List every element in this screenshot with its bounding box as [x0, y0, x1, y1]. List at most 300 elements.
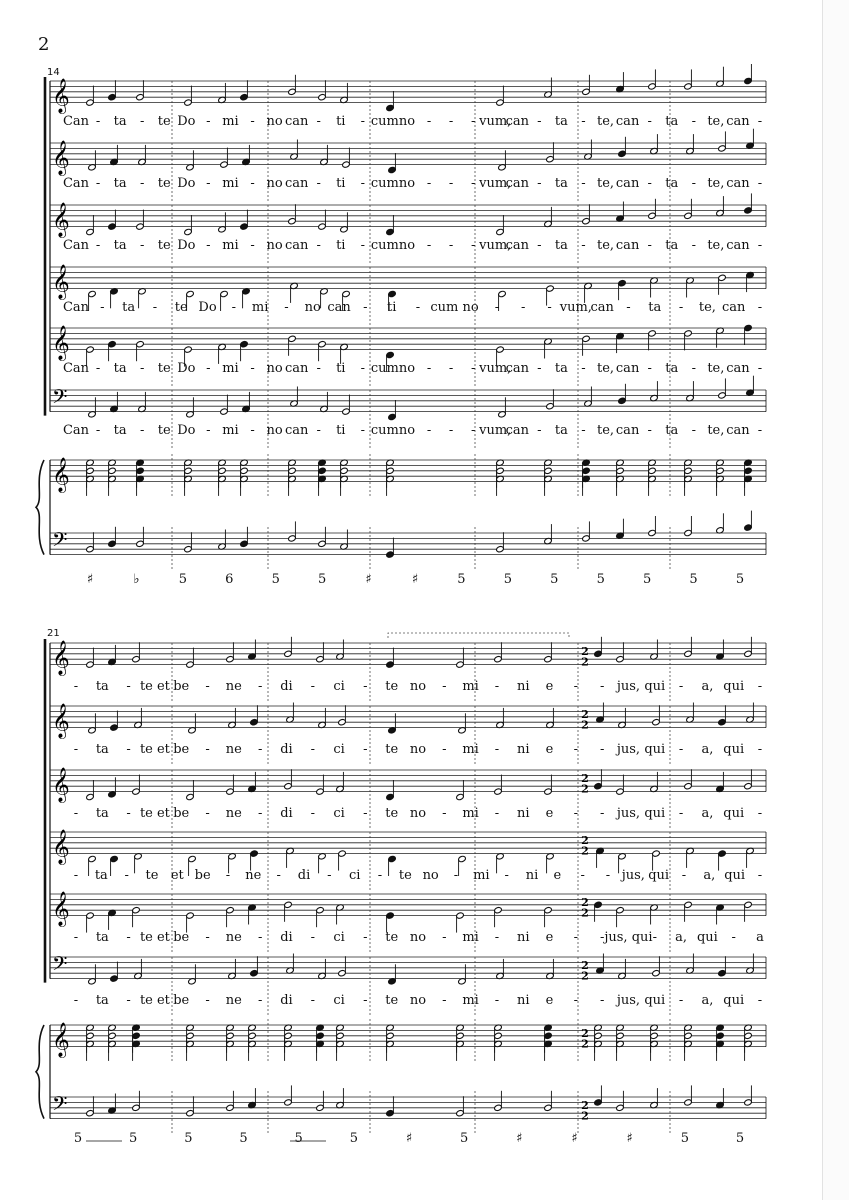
lyric-hyphen: - [757, 993, 763, 1008]
lyric-syllable: te et [139, 742, 170, 757]
lyric-syllable: di [297, 868, 311, 883]
lyric-syllable: te, [597, 176, 615, 191]
lyric-hyphen: - [647, 114, 652, 129]
note [86, 912, 95, 933]
figured-bass-figure: ♭ [133, 572, 140, 587]
lyric-hyphen: - [95, 176, 101, 191]
lyric-syllable: can [284, 423, 309, 438]
treble-clef: 𝄞 [52, 78, 70, 114]
figured-bass-figure: 5 [294, 1131, 303, 1146]
lyric-hyphen: - [126, 930, 131, 945]
lyric-syllable: ti [336, 361, 346, 376]
note [186, 648, 195, 669]
voice-staff-3 [50, 193, 766, 264]
note [284, 901, 293, 922]
note [388, 400, 397, 421]
lyric-syllable: te [385, 742, 399, 757]
lyric-syllable: cum [370, 114, 399, 129]
note [186, 1096, 195, 1117]
lyric-syllable: ni [525, 868, 539, 883]
note [288, 475, 297, 496]
note [458, 855, 467, 876]
lyric-hyphen: - [757, 742, 763, 757]
lyric-hyphen: - [691, 361, 697, 376]
lyric-hyphen: - [757, 176, 763, 191]
lyric-hyphen: - [757, 423, 763, 438]
lyric-syllable: no [398, 238, 416, 253]
note [186, 780, 195, 801]
lyric-hyphen: - [206, 176, 211, 191]
lyric-hyphen: - [678, 742, 684, 757]
lyric-syllable: no [304, 300, 321, 315]
note [288, 204, 297, 225]
note [582, 475, 591, 496]
note [240, 341, 249, 362]
note [86, 86, 95, 107]
time-signature: 2 [581, 771, 589, 785]
note [650, 381, 659, 402]
note [108, 341, 117, 362]
piano-grand-staff [36, 454, 766, 571]
lyric-hyphen: - [73, 742, 79, 757]
lyric-syllable: mi [462, 742, 479, 757]
lyric-hyphen: - [537, 423, 542, 438]
lyric-hyphen: - [363, 742, 368, 757]
note [716, 196, 725, 217]
lyric-syllable: te, [597, 238, 615, 253]
lyric-hyphen: - [691, 423, 697, 438]
note [86, 215, 95, 236]
lyric-hyphen: - [652, 930, 657, 945]
lyric-hyphen: - [537, 114, 542, 129]
note [684, 475, 693, 496]
lyric-hyphen: - [691, 114, 697, 129]
lyric-hyphen: - [470, 176, 476, 191]
lyric-syllable: Can [62, 423, 90, 438]
lyric-syllable: Can [62, 300, 90, 315]
lyric-syllable: ne [225, 742, 242, 757]
time-signature: 2 [581, 1037, 589, 1051]
note [684, 769, 693, 790]
note [136, 475, 145, 496]
lyric-syllable: ni [516, 806, 530, 821]
treble-clef: 𝄞 [52, 140, 70, 176]
bass-clef: 𝄢 [52, 385, 68, 414]
note [132, 642, 141, 663]
note [456, 780, 465, 801]
lyric-syllable: no [409, 806, 427, 821]
lyric-hyphen: - [504, 868, 509, 883]
note [288, 335, 297, 356]
lyric-syllable: no [266, 423, 283, 438]
note [136, 80, 145, 101]
lyric-hyphen: - [599, 930, 605, 945]
lyric-hyphen: - [231, 300, 237, 315]
lyric-syllable: mi [473, 868, 490, 883]
lyric-hyphen: - [139, 176, 145, 191]
lyric-syllable: ta [665, 114, 679, 129]
lyric-syllable: qui [644, 742, 666, 757]
lyric-hyphen: - [678, 300, 684, 315]
note [108, 210, 117, 231]
treble-clef: 𝄞 [52, 891, 70, 927]
note [284, 637, 293, 658]
note [496, 532, 505, 553]
bass-clef: 𝄢 [52, 952, 68, 981]
figured-bass-figure: 5 [503, 572, 512, 587]
figured-bass-figure: 5 [689, 572, 698, 587]
lyric-syllable: qui [723, 679, 745, 694]
note [544, 338, 553, 359]
note [684, 901, 693, 922]
lyric-hyphen: - [448, 114, 454, 129]
lyric-hyphen: - [205, 742, 210, 757]
lyric-hyphen: - [327, 868, 332, 883]
note [616, 72, 625, 93]
note [132, 907, 141, 928]
lyric-syllable: mi [222, 176, 239, 191]
lyric-syllable: ne [245, 868, 262, 883]
lyric-syllable: qui [723, 993, 745, 1008]
lyric-syllable: no [409, 679, 427, 694]
note [240, 527, 249, 548]
lyric-syllable: can [505, 238, 529, 253]
lyric-hyphen: - [691, 176, 697, 191]
lyric-syllable: can [327, 300, 351, 315]
note [318, 341, 327, 362]
voice-staff-4 [50, 830, 766, 892]
lyric-hyphen: - [363, 300, 368, 315]
lyric-syllable: mi [462, 993, 479, 1008]
lyric-syllable: ta [554, 238, 568, 253]
figured-bass-figure: 5 [73, 1131, 83, 1146]
lyric-syllable: ci [333, 806, 345, 821]
note [342, 148, 351, 169]
voice-staff-2 [50, 129, 766, 203]
lyric-syllable: ta [95, 993, 109, 1008]
lyric-syllable: jus, [621, 868, 645, 883]
lyric-syllable: ni [516, 742, 530, 757]
time-signature: 2 [581, 1109, 589, 1123]
piano-brace [36, 1025, 44, 1119]
treble-clef: 𝄞 [52, 202, 70, 238]
note [494, 1091, 503, 1112]
lyric-hyphen: - [250, 238, 255, 253]
note [746, 847, 755, 868]
lyric-hyphen: - [73, 993, 79, 1008]
lyric-syllable: ta [665, 361, 679, 376]
treble-clef: 𝄞 [52, 703, 70, 739]
note [716, 67, 725, 88]
note [134, 853, 143, 874]
note [316, 907, 325, 928]
note [746, 376, 755, 397]
lyric-syllable: can [505, 114, 529, 129]
lyric-hyphen: - [257, 993, 263, 1008]
note [250, 956, 259, 977]
lyric-syllable: te [157, 361, 171, 376]
note [288, 75, 297, 96]
lyric-hyphen: - [442, 993, 447, 1008]
lyric-syllable: te [385, 930, 399, 945]
lyric-syllable: ci [333, 742, 345, 757]
note [136, 210, 145, 231]
lyric-hyphen: - [205, 679, 210, 694]
lyric-hyphen: - [626, 300, 631, 315]
lyric-hyphen: - [139, 238, 145, 253]
figured-bass-figure: 5 [349, 1131, 358, 1146]
lyric-syllable: ta [554, 423, 568, 438]
note [494, 907, 503, 928]
note [336, 904, 345, 925]
note [456, 1096, 465, 1117]
lyric-hyphen: - [757, 679, 763, 694]
figured-bass-figure: ♯ [626, 1131, 633, 1146]
lyric-syllable: can [615, 176, 640, 191]
lyric-hyphen: - [360, 423, 366, 438]
lyric-hyphen: - [581, 238, 586, 253]
lyric-hyphen: - [126, 742, 131, 757]
lyric-hyphen: - [257, 679, 263, 694]
treble-clef: 𝄞 [52, 640, 70, 676]
lyric-syllable: te, [707, 238, 725, 253]
lyric-syllable: no [409, 993, 427, 1008]
note [386, 780, 395, 801]
note [136, 341, 145, 362]
system-1 [36, 64, 766, 587]
page-number: 2 [38, 34, 50, 55]
figured-bass-figure: 5 [271, 572, 280, 587]
lyric-hyphen: - [100, 300, 105, 315]
lyric-syllable: te, [597, 423, 615, 438]
note [594, 637, 603, 658]
lyric-syllable: can [726, 176, 750, 191]
note [86, 1096, 95, 1117]
time-signature: 2 [581, 655, 589, 669]
note [718, 956, 727, 977]
note [718, 131, 727, 152]
lyric-hyphen: - [250, 176, 255, 191]
lyric-hyphen: - [363, 679, 368, 694]
lyric-syllable: a, [701, 742, 714, 757]
voice-staff-5 [50, 324, 766, 387]
note [456, 648, 465, 669]
lyric-hyphen: - [310, 742, 315, 757]
system-2 [36, 628, 766, 1146]
lyric-hyphen: - [139, 114, 145, 129]
note [744, 193, 753, 214]
lyric-hyphen: - [494, 742, 500, 757]
lyric-syllable: mi [462, 930, 479, 945]
lyric-hyphen: - [448, 176, 454, 191]
lyric-syllable: te [157, 114, 171, 129]
lyric-syllable: mi [222, 361, 239, 376]
lyric-hyphen: - [470, 238, 476, 253]
lyric-syllable: vum, [479, 423, 512, 438]
time-signature: 2 [581, 844, 589, 858]
lyric-syllable: Do [177, 114, 196, 129]
note [616, 519, 625, 540]
note [496, 86, 505, 107]
note [594, 1085, 603, 1106]
note [132, 775, 141, 796]
lyric-hyphen: - [678, 679, 684, 694]
note [132, 1091, 141, 1112]
figured-bass-figure: ♯ [405, 1131, 413, 1146]
lyric-hyphen: - [647, 361, 652, 376]
lyric-syllable: a, [675, 930, 688, 945]
lyric-syllable: be [173, 930, 190, 945]
note [618, 137, 627, 158]
time-signature: 2 [581, 1026, 589, 1040]
note [744, 324, 753, 345]
note [226, 1040, 235, 1061]
lyric-hyphen: - [310, 679, 315, 694]
lyric-syllable: mi [462, 679, 479, 694]
lyric-hyphen: - [205, 806, 210, 821]
note [186, 1040, 195, 1061]
lyric-syllable: te [385, 806, 399, 821]
note [718, 274, 727, 295]
lyric-syllable: no [422, 868, 439, 883]
lyric-syllable: jus, [616, 742, 641, 757]
lyric-hyphen: - [442, 679, 447, 694]
figured-bass-figure: ♯ [365, 572, 372, 587]
editorial-bracket [388, 633, 569, 638]
lyric-syllable: mi [222, 114, 239, 129]
note [336, 1088, 345, 1109]
figured-bass-figure: ♯ [411, 572, 419, 587]
time-signature: 2 [581, 707, 589, 721]
note [496, 215, 505, 236]
note [456, 1040, 465, 1061]
lyric-syllable: ta [122, 300, 136, 315]
note [284, 1085, 293, 1106]
lyric-syllable: e [545, 930, 554, 945]
note [240, 475, 249, 496]
note [286, 847, 295, 868]
lyric-syllable: can [615, 361, 640, 376]
note [684, 1040, 693, 1061]
note [616, 775, 625, 796]
lyric-syllable: can [721, 300, 746, 315]
note [648, 199, 657, 220]
lyric-syllable: can [284, 114, 309, 129]
note [596, 847, 605, 868]
lyric-syllable: no [398, 176, 416, 191]
note [248, 904, 257, 925]
lyric-syllable: can [726, 114, 750, 129]
note [594, 1040, 603, 1061]
note [546, 142, 555, 163]
lyric-syllable: ta [665, 238, 679, 253]
lyric-syllable: mi [222, 423, 239, 438]
lyric-syllable: jus, [616, 679, 641, 694]
note [338, 956, 347, 977]
lyric-hyphen: - [757, 868, 763, 883]
note [86, 648, 95, 669]
lyric-syllable: e [545, 679, 554, 694]
lyric-syllable: qui [696, 930, 718, 945]
lyric-hyphen: - [73, 806, 79, 821]
lyric-syllable: te, [597, 114, 615, 129]
note [226, 1091, 235, 1112]
lyric-syllable: a, [701, 806, 714, 821]
lyric-syllable: Can [62, 238, 90, 253]
note [744, 637, 753, 658]
lyric-syllable: a [756, 930, 764, 945]
note [594, 769, 603, 790]
lyric-syllable: cum [430, 300, 459, 315]
lyric-syllable: e [545, 742, 554, 757]
lyric-hyphen: - [95, 114, 101, 129]
lyric-hyphen: - [494, 300, 500, 315]
lyric-hyphen: - [448, 238, 454, 253]
note [108, 527, 117, 548]
note [242, 288, 251, 309]
note [318, 475, 327, 496]
lyric-syllable: ta [113, 176, 127, 191]
lyric-syllable: ta [665, 176, 679, 191]
lyric-hyphen: - [448, 423, 454, 438]
lyric-syllable: jus, qui [604, 930, 653, 945]
note [318, 527, 327, 548]
lyric-hyphen: - [95, 238, 101, 253]
lyric-syllable: te, [698, 300, 716, 315]
lyric-syllable: Can [62, 176, 90, 191]
note [342, 395, 351, 416]
note [86, 1040, 95, 1061]
lyric-hyphen: - [426, 114, 432, 129]
treble-clef: 𝄞 [52, 767, 70, 803]
lyric-syllable: ta [113, 238, 127, 253]
lyric-syllable: ta [94, 868, 108, 883]
lyric-syllable: e [545, 806, 554, 821]
lyric-hyphen: - [360, 176, 366, 191]
lyric-syllable: ne [225, 679, 242, 694]
note [718, 378, 727, 399]
lyric-syllable: qui [724, 868, 746, 883]
lyric-hyphen: - [605, 868, 611, 883]
lyric-syllable: a, [701, 993, 714, 1008]
lyric-syllable: ti [336, 176, 346, 191]
note [386, 648, 395, 669]
note [218, 475, 227, 496]
lyric-syllable: te [145, 868, 159, 883]
note [544, 642, 553, 663]
time-signature: 2 [581, 644, 589, 658]
note [184, 532, 193, 553]
lyric-hyphen: - [521, 300, 526, 315]
note [744, 475, 753, 496]
measure-number: 14 [47, 67, 60, 78]
lyric-hyphen: - [250, 423, 255, 438]
note [618, 384, 627, 405]
lyric-syllable: ne [225, 930, 242, 945]
lyric-syllable: Do [177, 238, 196, 253]
time-signature: 2 [581, 895, 589, 909]
lyric-syllable: te [157, 176, 171, 191]
note [650, 134, 659, 155]
lyric-syllable: te et [139, 679, 170, 694]
lyric-syllable: e [553, 868, 562, 883]
note [544, 524, 553, 545]
note [496, 475, 505, 496]
lyric-hyphen: - [547, 300, 552, 315]
figured-bass-figure: ♯ [516, 1131, 523, 1146]
lyric-syllable: no [266, 361, 283, 376]
lyric-syllable: ci [333, 930, 345, 945]
